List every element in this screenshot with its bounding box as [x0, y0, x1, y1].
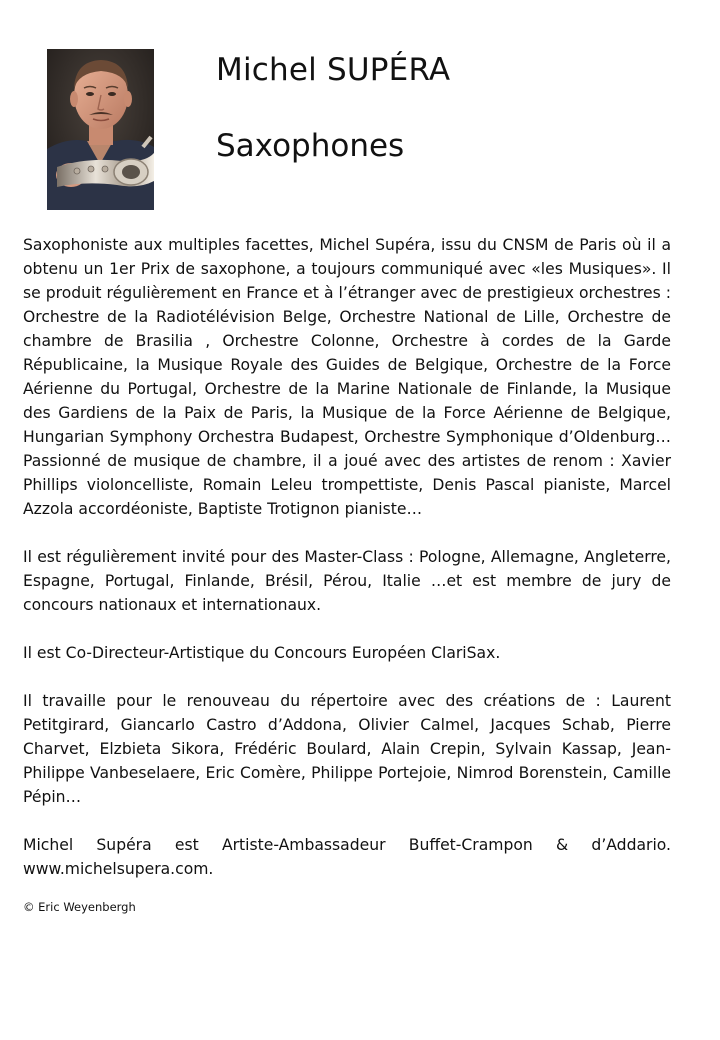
biography	[23, 233, 671, 905]
bio-paragraph: Saxophoniste aux multiples facettes, Michel Supéra, issu du CNSM de Paris où il a obtenu un 1er Prix de saxophone, a toujours communiqué avec «les Musiques». Il se produit régulièrement en France et à l’étranger avec de prestigieux orchestres : Orchestre de la Radiotélévision Belge, Orchestre National de Lille, Orchestre de chambre de Brasilia , Orchestre Colonne, Orchestre à cordes de la Garde Républicaine, la Musique Royale des Guides de Belgique, Orchestre de la Force Aérienne du Portugal, Orchestre de la Marine Nationale de Finlande, la Musique des Gardiens de la Paix de Paris, la Musique de la Force Aérienne de Belgique, Hungarian Symphony Orchestra Budapest, Orchestre Symphonique d’Oldenburg… Passionné de musique de chambre, il a joué avec des artistes de renom : Xavier Phillips violoncelliste, Romain Leleu trompettiste, Denis Pascal pianiste, Marcel Azzola accordéoniste, Baptiste Trotignon pianiste…	[23, 236, 671, 518]
photo-credit: © Eric Weyenbergh	[23, 900, 136, 914]
instrument-title: Saxophones	[216, 128, 405, 164]
bio-paragraph: Il est régulièrement invité pour des Master-Class : Pologne, Allemagne, Angleterre, Espagne, Portugal, Finlande, Brésil, Pérou, Italie …et est membre de jury de concours nationaux et internationaux.	[23, 548, 671, 614]
bio-paragraph: Il travaille pour le renouveau du répertoire avec des créations de : Laurent Petitgirard, Giancarlo Castro d’Addona, Olivier Calmel, Jacques Schab, Pierre Charvet, Elzbieta Sikora, Frédéric Boulard, Alain Crepin, Sylvain Kassap, Jean-Philippe Vanbeselaere, Eric Comère, Philippe Portejoie, Nimrod Borenstein, Camille Pépin…	[23, 692, 671, 806]
portrait-photo	[47, 49, 154, 210]
bio-paragraph: Il est Co-Directeur-Artistique du Concours Européen ClariSax.	[23, 644, 501, 662]
artist-name: Michel SUPÉRA	[216, 52, 451, 88]
bio-paragraph: Michel Supéra est Artiste-Ambassadeur Buffet-Crampon & d’Addario. www.michelsupera.com.	[23, 836, 671, 878]
